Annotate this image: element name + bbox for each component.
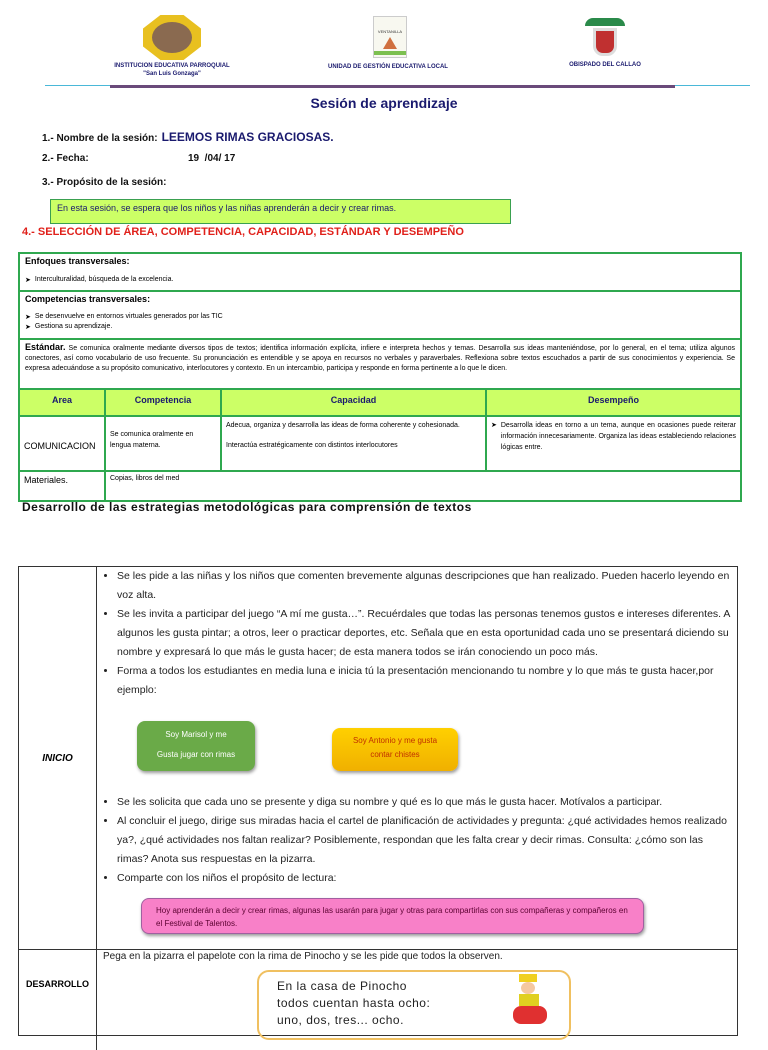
competencia-cell: Se comunica oralmente en lengua materna. <box>106 417 222 470</box>
enfoques-row <box>20 254 740 292</box>
session-name-value: LEEMOS RIMAS GRACIOSAS. <box>161 130 334 144</box>
logo1-sublabel: "San Luis Gonzaga" <box>143 71 201 77</box>
estandar-heading: Estándar. <box>25 342 66 352</box>
estandar-row <box>20 340 740 390</box>
competencias-heading: Competencias transversales: <box>25 294 151 304</box>
logo-bishopric <box>585 18 625 60</box>
list-item: • Se les solicita que cada uno se presente y diga su nombre y qué es lo que más le gusta hacer. Motívalos a participar. <box>117 793 733 812</box>
pinocchio-illustration <box>505 974 555 1026</box>
purpose-text-b: aprenderán a decir y crear rimas. <box>263 203 397 213</box>
inicio-content <box>97 567 737 949</box>
date <box>42 153 236 164</box>
header-desempeno: Desempeño <box>487 390 740 415</box>
card2-line1: Soy Antonio y me gusta <box>352 736 438 745</box>
logo-ugel <box>373 16 407 58</box>
date-label: 2.- Fecha: <box>42 153 89 164</box>
rhyme-line: todos cuentan hasta ocho: <box>277 996 431 1010</box>
list-item: • Se les pide a las niñas y los niños que comenten brevemente algunas descripciones que han realizado. Pueden hacerlo leyendo en voz alta. <box>117 567 737 605</box>
header-competencia: Competencia <box>106 390 222 415</box>
desarrollo-content <box>97 950 737 1050</box>
estandar-text: Se comunica oralmente mediante diversos tipos de textos; identifica información explícita, infiere e interpreta hechos y temas. Desarrolla sus ideas manteniéndose, por lo general, en el tema; utiliza algunos conectores, así como vocabulario de uso frecuente. Su pronunciación es entendible y se apoya en recursos no verbales y paraverbales. Reflexiona sobre textos escuchados a partir de sus conocimientos y experiencia. Se expresa adecuándose a su propósito comunicativo, interlocutores y contexto. En un intercambio, participa y responde en forma pertinente a lo que le dicen. <box>25 345 735 372</box>
header-capacidad: Capacidad <box>222 390 487 415</box>
header-divider-accent <box>110 85 675 88</box>
inicio-label: INICIO <box>19 567 97 949</box>
card1-line1: Soy Marisol y me <box>165 730 227 739</box>
materiales-row <box>20 472 740 500</box>
area-cell: COMUNICACION <box>20 417 106 470</box>
example-card-antonio <box>332 728 458 771</box>
materiales-label: Materiales. <box>20 472 106 500</box>
arrow-bullet-icon: ➤ <box>25 324 31 331</box>
desempeno-text: Desarrolla ideas en torno a un tema, aunque en ocasiones puede reiterar información innecesariamente. Organiza las ideas estableciendo relaciones lógicas entre. <box>500 422 736 451</box>
arrow-bullet-icon: ➤ <box>25 314 31 321</box>
strategies-heading: Desarrollo de las estrategias metodológicas para comprensión de textos <box>22 500 472 514</box>
logo-parish-school <box>143 15 201 60</box>
list-item: • Comparte con los niños el propósito de lectura: <box>117 869 733 888</box>
header-area: Area <box>20 390 106 415</box>
date-value: 19 /04/ 17 <box>188 153 236 164</box>
materiales-value: Copias, libros del med <box>110 475 180 482</box>
arrow-bullet-icon: ➤ <box>25 277 31 284</box>
purpose-text-a: En esta sesión, se espera que los niños y las niñas <box>57 203 264 213</box>
desarrollo-label: DESARROLLO <box>19 950 97 1050</box>
session-name-label: 1.- Nombre de la sesión: <box>42 133 158 144</box>
desarrollo-text: Pega en la pizarra el papelote con la rima de Pinocho y se les pide que todos la observen. <box>103 951 503 962</box>
example-card-marisol <box>137 721 255 771</box>
enfoques-heading: Enfoques transversales: <box>25 256 130 266</box>
logo3-label: OBISPADO DEL CALLAO <box>569 62 641 68</box>
competencia-item: Gestiona su aprendizaje. <box>34 323 113 330</box>
card1-line2: Gusta jugar con rimas <box>156 750 236 759</box>
logo1-label: INSTITUCION EDUCATIVA PARROQUIAL <box>114 63 230 69</box>
competencias-row <box>20 292 740 340</box>
arrow-bullet-icon: ➤ <box>491 422 497 429</box>
page-title: Sesión de aprendizaje <box>310 95 458 111</box>
card2-line2: contar chistes <box>370 750 420 759</box>
logo2-text: VENTANILLA <box>377 29 403 34</box>
purpose-label: 3.- Propósito de la sesión: <box>42 177 167 188</box>
logo2-label: UNIDAD DE GESTIÓN EDUCATIVA LOCAL <box>328 64 448 70</box>
list-item: • Al concluir el juego, dirige sus miradas hacia el cartel de planificación de actividades y pregunta: ¿qué actividades hemos realizado ya?, ¿qué actividades nos faltan realizar? Posiblemente, respondan que les falta crear y decir rimas. Consulta: ¿cómo son las rimas? Anota sus respuestas en la pizarra. <box>117 812 733 869</box>
purpose-card: Hoy aprenderán a decir y crear rimas, algunas las usarán para jugar y otras para compartirlas con sus compañeras y compañeros en el Festival de Talentos. <box>141 898 644 934</box>
strategies-table <box>18 566 738 1036</box>
capacidad-2: Interactúa estratégicamente con distintos interlocutores <box>226 442 398 449</box>
table-header-row <box>20 390 740 417</box>
list-item: • Forma a todos los estudiantes en media luna e inicia tú la presentación mencionando tu nombre y lo que más te gusta hacer,por ejemplo: <box>117 662 737 700</box>
rhyme-line: uno, dos, tres... ocho. <box>277 1013 404 1027</box>
list-item: • Se les invita a participar del juego “A mí me gusta…”. Recuérdales que todas las personas tenemos gustos e intereses diferentes. A algunos les gusta pintar; a otros, leer o practicar deportes, etc. Señala que en esta oportunidad cada uno se presentará diciendo su nombre y expresará lo que más le gusta hacer; de esta manera todos se irán conociendo un poco más. <box>117 605 737 662</box>
capacidad-cell <box>222 417 487 470</box>
capacidad-1: Adecua, organiza y desarrolla las ideas de forma coherente y cohesionada. <box>226 422 460 429</box>
desempeno-cell <box>487 417 740 470</box>
section4-heading: 4.- SELECCIÓN DE ÁREA, COMPETENCIA, CAPACIDAD, ESTÁNDAR Y DESEMPEÑO <box>22 226 464 238</box>
table-row <box>20 417 740 472</box>
rhyme-poster <box>257 970 571 1040</box>
session-name <box>42 130 334 144</box>
enfoque-item: Interculturalidad, búsqueda de la excelencia. <box>34 276 174 283</box>
purpose-box <box>50 199 511 224</box>
rhyme-line: En la casa de Pinocho <box>277 979 407 993</box>
selection-table <box>18 252 742 502</box>
competencia-item: Se desenvuelve en entornos virtuales generados por las TIC <box>34 313 223 320</box>
